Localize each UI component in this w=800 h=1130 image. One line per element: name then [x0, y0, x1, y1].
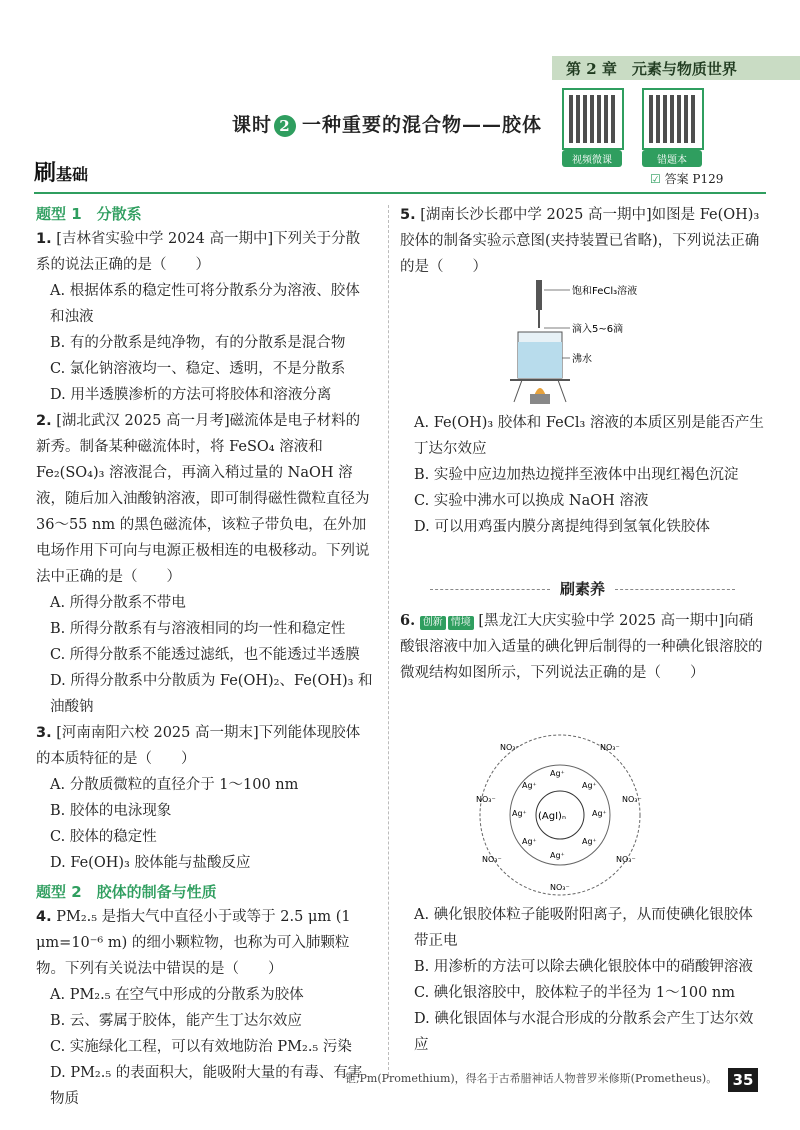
- svg-text:NO₃⁻: NO₃⁻: [550, 883, 570, 892]
- svg-text:NO₃⁻: NO₃⁻: [622, 795, 642, 804]
- svg-text:Ag⁺: Ag⁺: [592, 809, 607, 818]
- beaker-liquid: [518, 342, 562, 378]
- checkbox-icon: ☑: [650, 172, 661, 186]
- svg-text:沸水: 沸水: [572, 354, 592, 365]
- svg-text:NO₃⁻: NO₃⁻: [600, 743, 620, 752]
- question-5-options: A. Fe(OH)₃ 胶体和 FeCl₃ 溶液的本质区别是能否产生丁达尔效应 B. 实验中应边加热边搅拌至液体中出现红褐色沉淀 C. 实验中沸水可以换成 NaOH 溶液 D. 可以用鸡蛋内膜分离提纯得到氢氧化铁胶体: [414, 415, 764, 535]
- svg-text:滴入5~6滴: 滴入5~6滴: [572, 324, 624, 335]
- lamp-icon: [530, 394, 550, 404]
- svg-text:Ag⁺: Ag⁺: [550, 851, 565, 860]
- right-column: [400, 202, 766, 280]
- svg-text:Ag⁺: Ag⁺: [582, 781, 597, 790]
- lesson-title: 课时 2 一种重要的混合物——胶体: [232, 114, 543, 136]
- apparatus-figure: [500, 276, 700, 406]
- svg-text:NO₃⁻: NO₃⁻: [476, 795, 496, 804]
- qr-video[interactable]: 视频微课: [562, 88, 624, 167]
- footer-note: 钷,Pm(Promethium)，得名于古希腊神话人物普罗米修斯(Prometheus)。: [345, 1072, 718, 1085]
- column-divider: [388, 205, 389, 1075]
- svg-text:NO₃⁻: NO₃⁻: [500, 743, 520, 752]
- section-rule: [34, 192, 766, 194]
- section-divider: 刷素养: [400, 578, 765, 599]
- question-number: 3.: [36, 725, 52, 741]
- question-5: 5. [湖南长沙长郡中学 2025 高一期中]如图是 Fe(OH)₃ 胶体的制备实验示意图(夹持装置已省略)，下列说法正确的是（ ）: [400, 207, 760, 275]
- question-4: 4. PM₂.₅ 是指大气中直径小于或等于 2.5 μm (1 μm=10⁻⁶ m) 的细小颗粒物，也称为可入肺颗粒物。下列有关说法中错误的是（ ） A. PM₂.₅ 在空气中形成的分散系为胶体 B. 云、雾属于胶体，能产生丁达尔效应 C. 实施绿化工程，可以有效地防治 PM₂.₅ 污染 D. PM₂.₅ 的表面积大，能吸附大量的有毒、有害物质: [36, 909, 363, 1107]
- question-6: 6. 创新 情境 [黑龙江大庆实验中学 2025 高一期中]向硝酸银溶液中加入适量的碘化钾后制得的一种碘化银溶胶的微观结构如图所示，下列说法正确的是（ ）: [400, 612, 763, 681]
- question-number: 4.: [36, 909, 52, 925]
- svg-text:Ag⁺: Ag⁺: [550, 769, 565, 778]
- dropper-icon: [536, 280, 542, 310]
- svg-text:NO₃⁻: NO₃⁻: [616, 855, 636, 864]
- lesson-number: 2: [274, 115, 296, 137]
- question-number: 1.: [36, 231, 52, 247]
- svg-text:NO₃⁻: NO₃⁻: [482, 855, 502, 864]
- scenario-tag: 情境: [448, 616, 474, 630]
- svg-text:Ag⁺: Ag⁺: [522, 837, 537, 846]
- question-number: 5.: [400, 207, 416, 223]
- question-type-1: 题型 1 分散系: [36, 205, 142, 223]
- question-2: 2. [湖北武汉 2025 高一月考]磁流体是电子材料的新秀。制备某种磁流体时，将 FeSO₄ 溶液和 Fe₂(SO₄)₃ 溶液混合，再滴入稍过量的 NaOH 溶液，随后加入油酸钠溶液，即可制得磁性微粒直径为 36～55 nm 的黑色磁流体，该粒子带负电，在外加电场作用下可向与电源正极相连的电极移动。下列说法中正确的是（ ） A. 所得分散系不带电 B. 所得分散系有与溶液相同的均一性和稳定性 C. 所得分散系不能透过滤纸，也不能透过半透膜 D. 所得分散系中分散质为 Fe(OH)₂、Fe(OH)₃ 和油酸钠: [36, 413, 373, 715]
- svg-text:饱和FeCl₃溶液: 饱和FeCl₃溶液: [572, 286, 638, 297]
- question-number: 2.: [36, 413, 52, 429]
- qr-code-icon: [569, 95, 617, 143]
- answer-ref: ☑ 答案 P129: [650, 172, 724, 186]
- left-column: [36, 202, 374, 1112]
- qr-errorbook[interactable]: 错题本: [642, 88, 704, 167]
- section-title: 刷基础: [34, 160, 89, 186]
- question-type-2: 题型 2 胶体的制备与性质: [36, 883, 217, 901]
- question-1: 1. [吉林省实验中学 2024 高一期中]下列关于分散系的说法正确的是（ ） A. 根据体系的稳定性可将分散系分为溶液、胶体和浊液 B. 有的分散系是纯净物，有的分散系是混合物 C. 氯化钠溶液均一、稳定、透明，不是分散系 D. 用半透膜渗析的方法可将胶体和溶液分离: [36, 231, 361, 403]
- core-label: (AgI)ₙ: [538, 811, 566, 822]
- innovation-tag: 创新: [420, 616, 446, 630]
- question-number: 6.: [400, 612, 416, 629]
- question-3: 3. [河南南阳六校 2025 高一期末]下列能体现胶体的本质特征的是（ ） A. 分散质微粒的直径介于 1～100 nm B. 胶体的电泳现象 C. 胶体的稳定性 D. Fe(OH)₃ 胶体能与盐酸反应: [36, 725, 361, 871]
- page-number: 35: [728, 1068, 758, 1092]
- chapter-header: 第 2 章 元素与物质世界: [552, 56, 800, 80]
- qr-code-icon: [649, 95, 697, 143]
- svg-text:Ag⁺: Ag⁺: [582, 837, 597, 846]
- svg-text:Ag⁺: Ag⁺: [522, 781, 537, 790]
- micelle-figure: [470, 732, 650, 898]
- svg-text:Ag⁺: Ag⁺: [512, 809, 527, 818]
- question-6-options: A. 碘化银胶体粒子能吸附阳离子，从而使碘化银胶体带正电 B. 用渗析的方法可以除去碘化银胶体中的硝酸钾溶液 C. 碘化银溶胶中，胶体粒子的半径为 1～100 nm D. 碘化银固体与水混合形成的分散系会产生丁达尔效应: [414, 907, 754, 1053]
